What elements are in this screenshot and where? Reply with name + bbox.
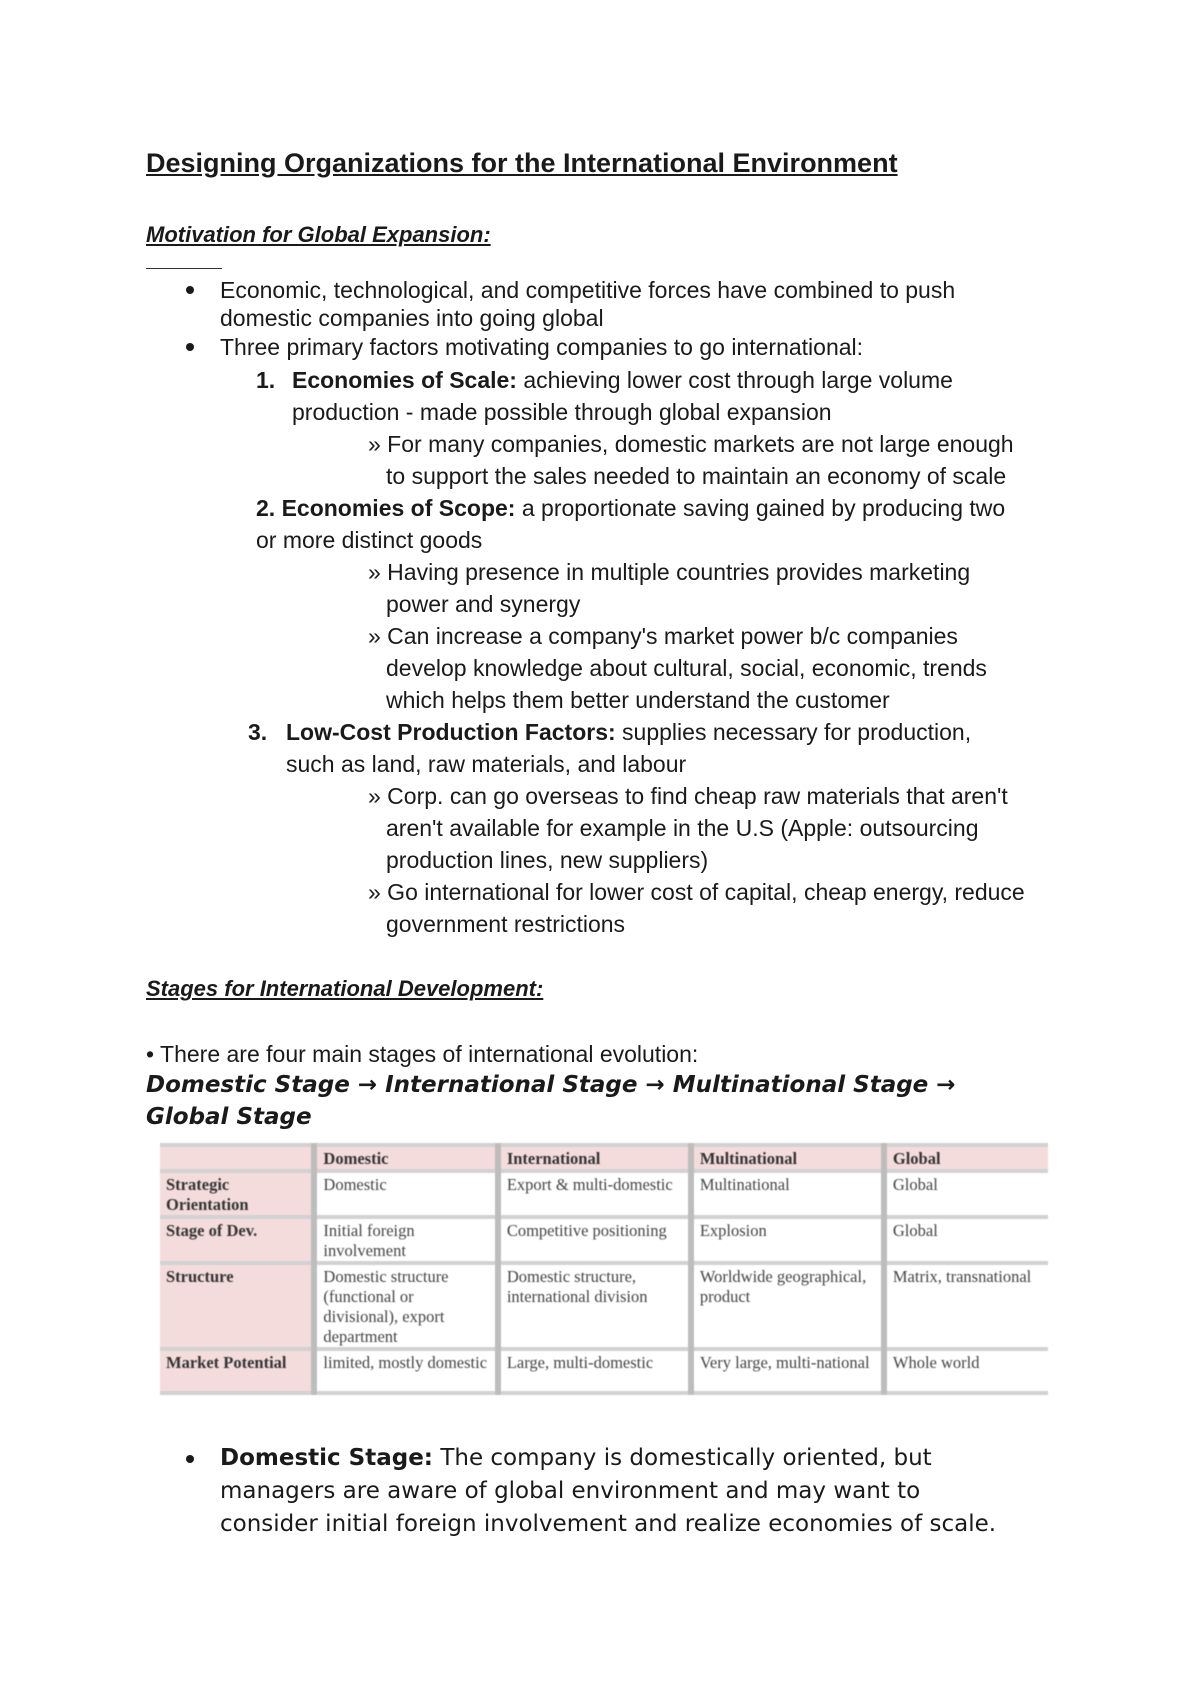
definition-continued: consider initial foreign involvement and realize economies of scale. xyxy=(220,1511,997,1537)
table-cell: Competitive positioning xyxy=(498,1217,691,1263)
bullet-icon xyxy=(186,1455,194,1463)
table-cell: Worldwide geographical, product xyxy=(691,1263,884,1349)
bullet-text: Three primary factors motivating companies to go international: xyxy=(220,334,864,360)
bullet-icon xyxy=(186,343,194,351)
sub-point: » For many companies, domestic markets are not large enough xyxy=(368,431,1014,457)
table-row xyxy=(160,1263,1048,1349)
definition-continued: production - made possible through global expansion xyxy=(292,399,832,425)
definition: The company is domestically oriented, but xyxy=(433,1445,932,1471)
term: Domestic Stage: xyxy=(220,1445,434,1471)
table-row xyxy=(160,1171,1048,1217)
stages-table-image xyxy=(160,1143,1048,1389)
table-row xyxy=(160,1217,1048,1263)
bullet-text: Economic, technological, and competitive forces have combined to push xyxy=(220,277,956,303)
table-cell: Initial foreign involvement xyxy=(314,1217,497,1263)
domestic-stage-definition xyxy=(220,1442,932,1475)
list-item-economies-of-scope xyxy=(256,492,1005,524)
definition: supplies necessary for production, xyxy=(615,719,972,745)
table-cell: Explosion xyxy=(691,1217,884,1263)
section-heading-stages: Stages for International Development: xyxy=(146,976,544,1001)
sub-point: » Can increase a company's market power b/c companies xyxy=(368,623,958,649)
term: Low-Cost Production Factors: xyxy=(286,719,616,745)
sub-point: » Go international for lower cost of capital, cheap energy, reduce xyxy=(368,879,1025,905)
stages-intro: • There are four main stages of international evolution: xyxy=(146,1041,699,1067)
table-cell: Very large, multi-national xyxy=(691,1349,884,1393)
list-number: 1. xyxy=(256,367,276,393)
table-cell: Multinational xyxy=(691,1171,884,1217)
divider xyxy=(146,268,222,269)
section-heading-motivation: Motivation for Global Expansion: xyxy=(146,222,491,247)
sub-point: » Having presence in multiple countries provides marketing xyxy=(368,559,971,585)
table-cell: Large, multi-domestic xyxy=(498,1349,691,1393)
table-row xyxy=(160,1349,1048,1393)
sub-point-continued: which helps them better understand the customer xyxy=(386,687,890,713)
list-number: 3. xyxy=(248,719,268,745)
column-header: Global xyxy=(884,1145,1048,1171)
sub-point-continued: government restrictions xyxy=(386,911,626,937)
table-cell: Domestic structure, international division xyxy=(498,1263,691,1349)
table-cell: Domestic structure (functional or divisional), export department xyxy=(314,1263,497,1349)
bullet-text: domestic companies into going global xyxy=(220,305,604,331)
stage-sequence: Domestic Stage → International Stage → Multinational Stage → xyxy=(146,1072,956,1098)
table-cell: Matrix, transnational xyxy=(884,1263,1048,1349)
column-header: Domestic xyxy=(314,1145,497,1171)
bullet-icon xyxy=(186,286,194,294)
definition: a proportionate saving gained by producing two xyxy=(515,495,1006,521)
term: Economies of Scale: xyxy=(292,367,517,393)
row-header: Market Potential xyxy=(160,1349,314,1393)
sub-point-continued: aren't available for example in the U.S (Apple: outsourcing xyxy=(386,815,979,841)
definition-continued: managers are aware of global environment and may want to xyxy=(220,1478,921,1504)
definition-continued: or more distinct goods xyxy=(256,527,483,553)
table-cell: Whole world xyxy=(884,1349,1048,1393)
list-item-low-cost-production xyxy=(286,716,971,748)
row-header: Stage of Dev. xyxy=(160,1217,314,1263)
row-header: Strategic Orientation xyxy=(160,1171,314,1217)
sub-point-continued: to support the sales needed to maintain an economy of scale xyxy=(386,463,1007,489)
sub-point-continued: production lines, new suppliers) xyxy=(386,847,709,873)
definition-continued: such as land, raw materials, and labour xyxy=(286,751,687,777)
sub-point-continued: power and synergy xyxy=(386,591,581,617)
row-header: Structure xyxy=(160,1263,314,1349)
table-header-row xyxy=(160,1145,1048,1171)
table-cell: Global xyxy=(884,1217,1048,1263)
column-header: Multinational xyxy=(691,1145,884,1171)
term: 2. Economies of Scope: xyxy=(256,495,516,521)
column-header: International xyxy=(498,1145,691,1171)
table-cell: Export & multi-domestic xyxy=(498,1171,691,1217)
table-cell: Domestic xyxy=(314,1171,497,1217)
table-cell: Global xyxy=(884,1171,1048,1217)
table-cell: limited, mostly domestic xyxy=(314,1349,497,1393)
sub-point: » Corp. can go overseas to find cheap raw materials that aren't xyxy=(368,783,1008,809)
definition: achieving lower cost through large volume xyxy=(516,367,953,393)
sub-point-continued: develop knowledge about cultural, social, economic, trends xyxy=(386,655,987,681)
table-corner xyxy=(160,1145,314,1171)
page-title: Designing Organizations for the International Environment xyxy=(146,148,898,178)
stage-sequence-continued: Global Stage xyxy=(146,1104,312,1130)
stages-table xyxy=(160,1143,1048,1395)
list-item-economies-of-scale xyxy=(292,364,953,396)
